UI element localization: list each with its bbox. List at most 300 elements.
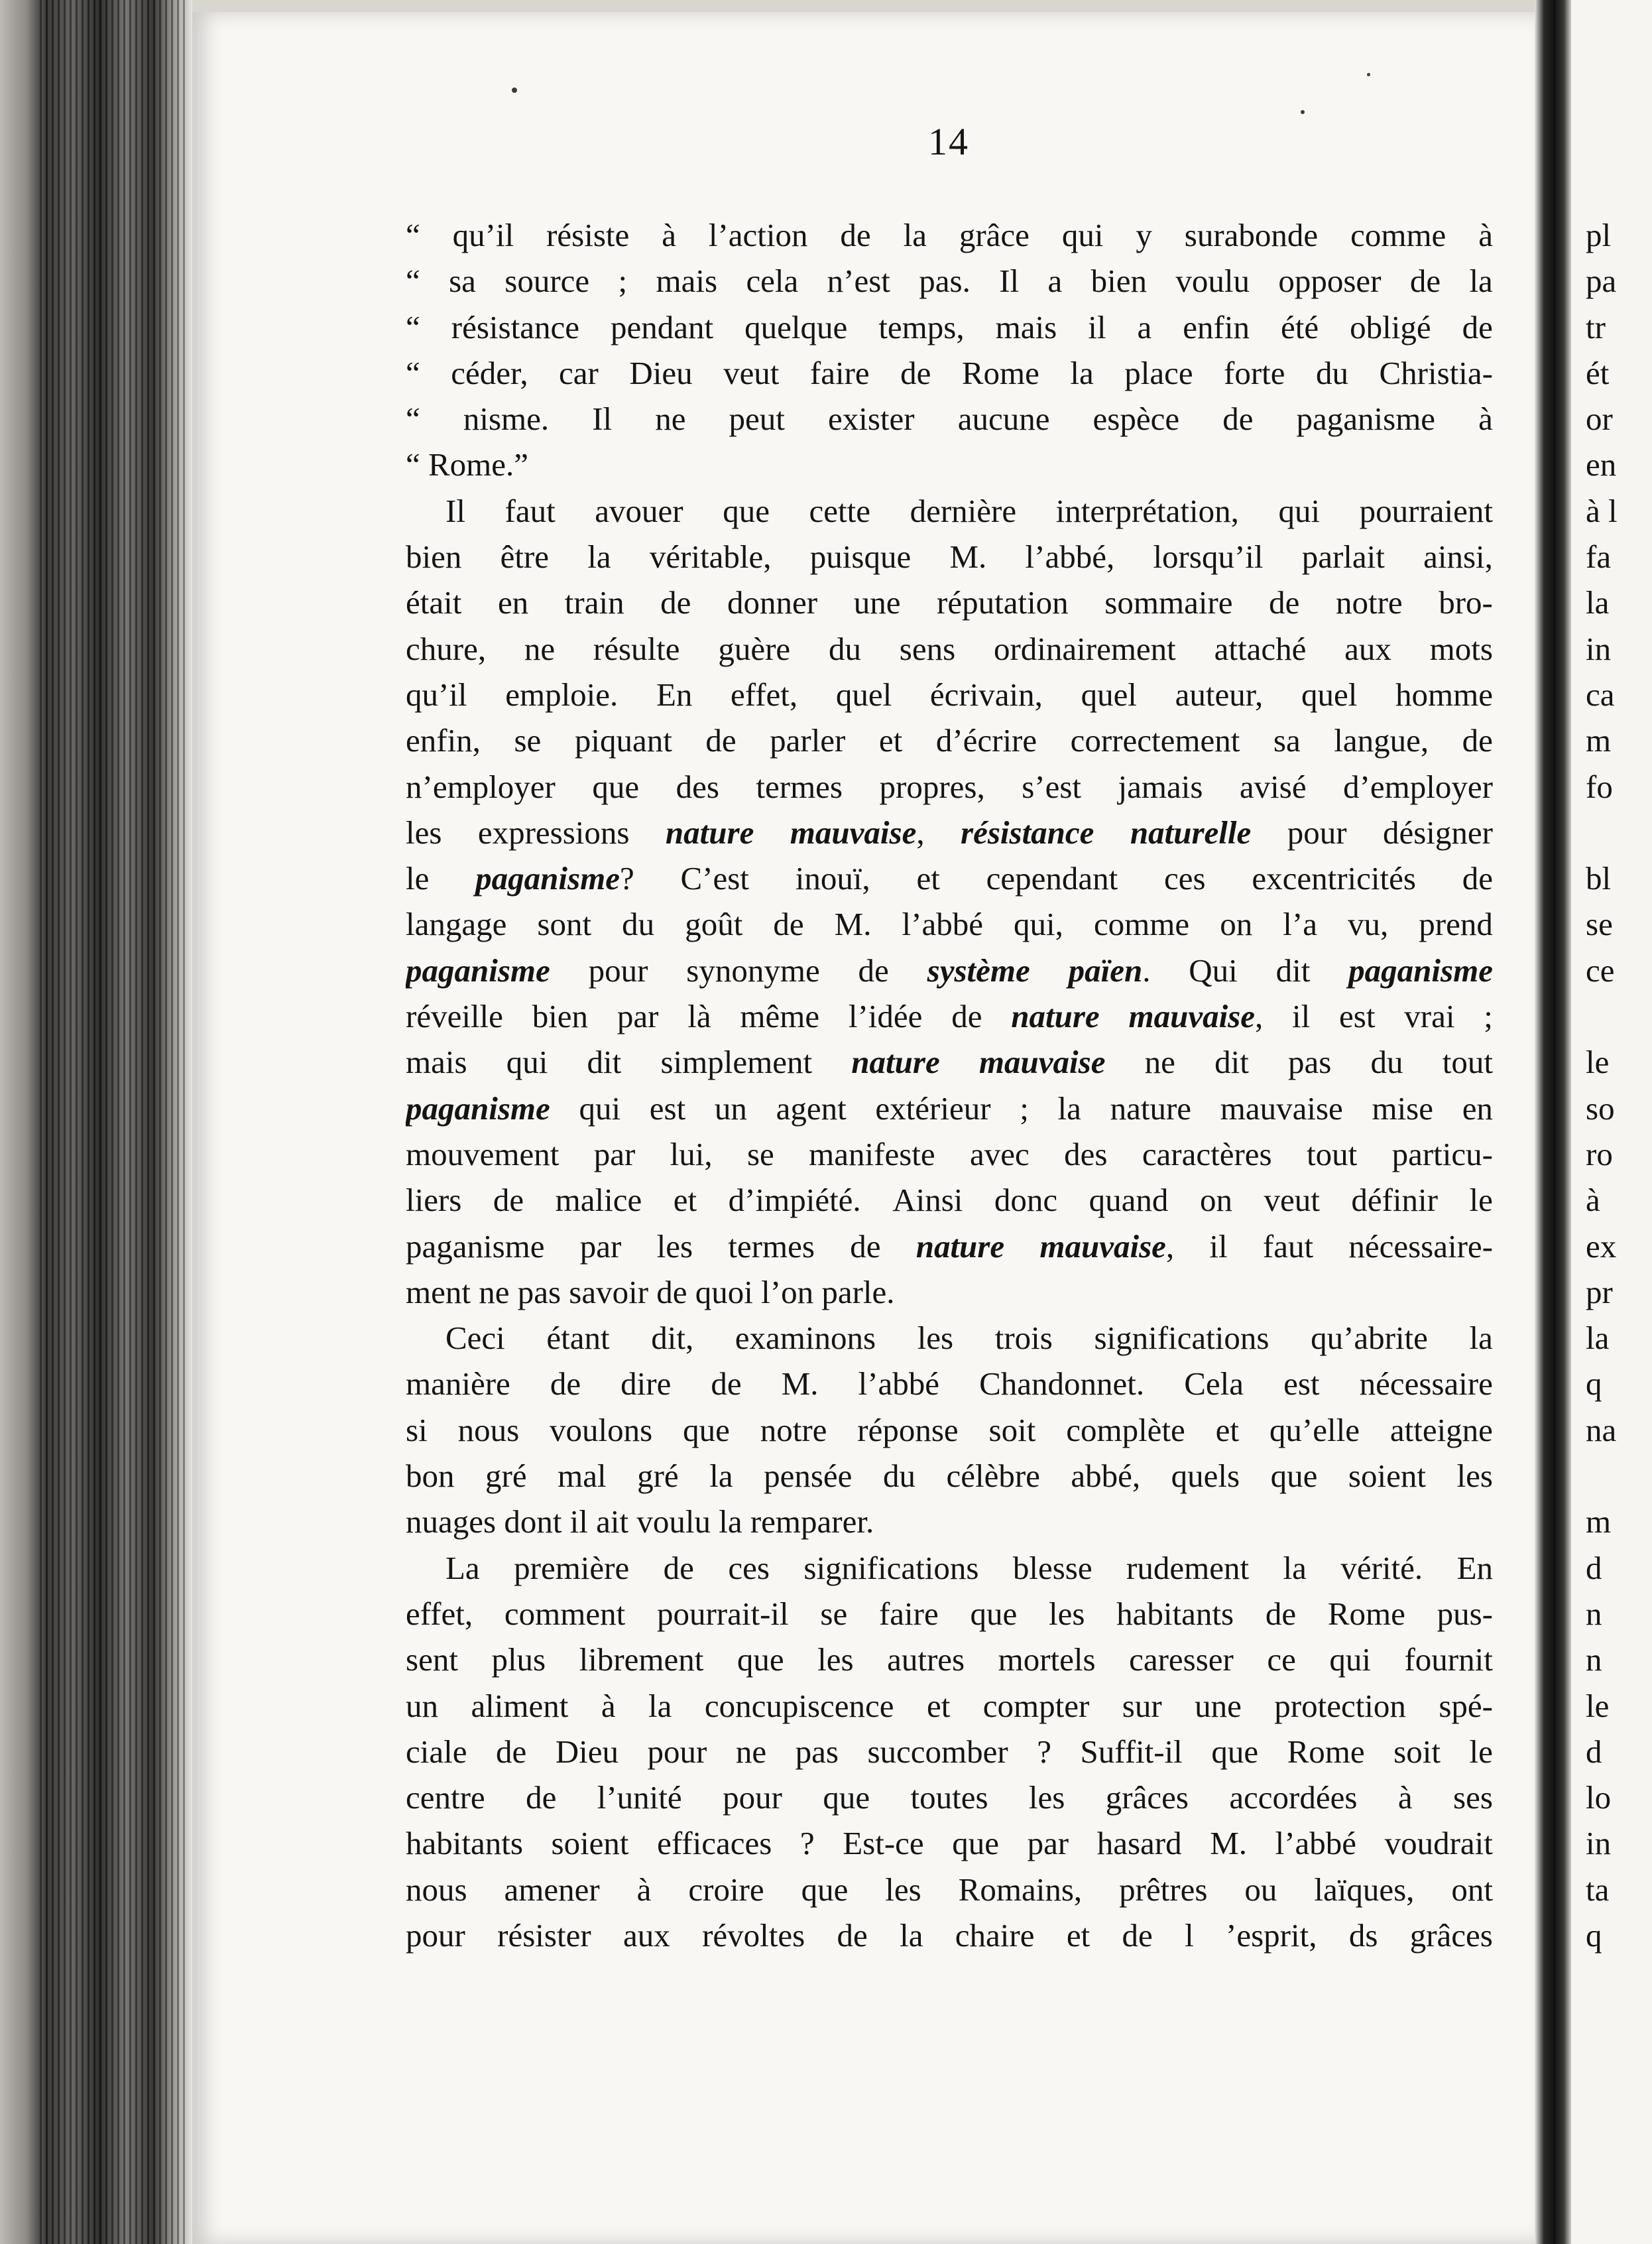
word (680, 855, 748, 901)
text-run: la (1469, 263, 1493, 300)
text-run: caresser (1129, 1641, 1234, 1678)
word (650, 534, 772, 580)
text-run: qu’il (406, 676, 467, 713)
text-run: termes (728, 1227, 815, 1265)
word (959, 212, 1030, 258)
text-run: quelque (744, 308, 848, 345)
word (878, 304, 964, 350)
word (592, 396, 612, 442)
word (927, 1683, 950, 1729)
word (1214, 1039, 1249, 1085)
word (506, 1039, 548, 1085)
text-line (406, 1912, 1493, 1958)
text-run: lui, (670, 1135, 713, 1172)
word (496, 1729, 526, 1775)
text-run: a (1047, 263, 1063, 300)
word (655, 396, 685, 442)
text-run: du (1316, 354, 1348, 391)
text-run: pas. (919, 263, 971, 300)
text-run: est (1339, 998, 1376, 1035)
word (1142, 1131, 1272, 1177)
text-run: mal (558, 1458, 607, 1495)
word (875, 1086, 990, 1131)
word (597, 1775, 682, 1820)
word (1269, 1407, 1360, 1453)
text-run: voudrait (1384, 1825, 1493, 1862)
text-run: les (656, 1227, 693, 1265)
word (1106, 1775, 1189, 1820)
word (979, 1039, 1106, 1085)
word (709, 1453, 733, 1499)
word (970, 1591, 1017, 1637)
word (1343, 764, 1493, 810)
text-run: que (801, 1871, 849, 1908)
text-run: car (559, 354, 599, 391)
text-run: excentricités (1252, 860, 1416, 897)
word (1185, 212, 1318, 258)
word (686, 948, 819, 993)
word (1350, 212, 1446, 258)
text-run: Suffit-il (1080, 1733, 1183, 1770)
word (979, 1361, 1144, 1406)
text-run: que (970, 1595, 1018, 1632)
word (1128, 993, 1263, 1039)
text-run: aux (622, 1916, 670, 1954)
word (406, 948, 550, 993)
word (1297, 396, 1436, 442)
text-run: grâces (1105, 1779, 1189, 1816)
text-run: du (622, 906, 655, 943)
right-page-fragment: tr (1586, 308, 1606, 345)
text-run: “ Rome.” (406, 446, 529, 483)
word (995, 1315, 1053, 1361)
word (961, 810, 1094, 855)
text-run: tout (1306, 1135, 1358, 1172)
text-run: de (496, 1733, 527, 1770)
text-line (406, 488, 1493, 534)
word (937, 580, 1069, 625)
text-run: ne (524, 630, 556, 667)
word (1070, 350, 1093, 396)
word (651, 1315, 693, 1361)
right-page-text-fragments (1586, 212, 1652, 1958)
text-line (406, 1820, 1493, 1866)
word (1220, 901, 1252, 947)
word (406, 304, 420, 350)
word (1200, 1177, 1232, 1223)
word (1229, 1775, 1357, 1820)
text-run: paganisme (1296, 401, 1436, 438)
text-run: grâce (959, 217, 1030, 253)
word (406, 672, 467, 717)
word (505, 488, 556, 534)
word (1307, 1131, 1357, 1177)
word (1469, 1729, 1492, 1775)
text-run: nisme. (463, 401, 550, 438)
text-run: résulte (593, 630, 680, 667)
page-edges (40, 0, 186, 2244)
word (619, 258, 628, 304)
right-page-fragment: m (1586, 1503, 1612, 1540)
text-run: caractères (1142, 1135, 1272, 1172)
word (1453, 1775, 1493, 1820)
word (1410, 1912, 1493, 1958)
text-run: attaché (1214, 630, 1307, 667)
word (958, 396, 1050, 442)
text-run: les (917, 1320, 954, 1357)
text-run: bon (406, 1458, 455, 1495)
right-page-fragment: pa (1586, 263, 1617, 300)
text-line (406, 442, 1493, 487)
word (858, 948, 889, 993)
text-run: ainsi, (1423, 538, 1493, 576)
text-run: de (711, 1365, 742, 1402)
text-run: de (1265, 1595, 1297, 1632)
word (1069, 948, 1151, 993)
word (820, 1591, 847, 1637)
text-run: les (817, 1641, 854, 1678)
text-line (406, 1086, 1493, 1131)
text-run: M. (834, 906, 872, 943)
word (782, 1361, 819, 1406)
word (406, 810, 442, 855)
text-run: . (1142, 952, 1151, 989)
word (709, 212, 808, 258)
word (989, 1407, 1036, 1453)
text-run: était (406, 584, 462, 621)
text-run: de (840, 217, 871, 253)
text-run: une (853, 584, 901, 621)
italic-term: paganisme (1348, 952, 1493, 989)
word (1348, 901, 1388, 947)
word (1067, 1912, 1090, 1958)
right-page-fragment: lo (1586, 1779, 1612, 1816)
word (406, 855, 429, 901)
word (916, 855, 939, 901)
word (445, 1315, 505, 1361)
word (1175, 672, 1264, 717)
word (1058, 1086, 1081, 1131)
text-line (406, 1039, 1493, 1085)
text-run: on (1220, 906, 1253, 943)
word (1398, 1775, 1413, 1820)
text-run: ou (1244, 1871, 1277, 1908)
book-gutter (1535, 0, 1571, 2244)
text-run: être (500, 538, 550, 576)
word (656, 258, 718, 304)
word (501, 534, 549, 580)
text-line (406, 626, 1493, 672)
text-run: que (1270, 1458, 1318, 1495)
text-run: laïques, (1314, 1871, 1415, 1908)
word (1439, 580, 1493, 625)
text-run: nature (1110, 1090, 1192, 1127)
word (1211, 1729, 1258, 1775)
word (970, 1131, 1030, 1177)
word (406, 1223, 545, 1269)
text-run: est (1283, 1365, 1320, 1402)
text-line (406, 304, 1493, 350)
text-run: vu, (1348, 906, 1389, 943)
word (1195, 1683, 1242, 1729)
text-run: faut (504, 492, 556, 529)
text-run: rudement (1126, 1549, 1250, 1586)
text-run: à (1478, 401, 1493, 438)
text-run: un (714, 1090, 747, 1127)
word (575, 717, 672, 763)
word (1164, 855, 1206, 901)
right-page-fragment: ro (1586, 1135, 1613, 1172)
text-run: par (579, 1227, 622, 1265)
text-run: chaire (955, 1916, 1035, 1954)
word (550, 1361, 581, 1406)
word (1351, 1177, 1438, 1223)
text-run: parlait (1301, 538, 1385, 576)
text-run: concupiscence (704, 1687, 894, 1724)
word (594, 1131, 636, 1177)
text-run: ; (1484, 998, 1493, 1035)
word (1022, 764, 1081, 810)
word (552, 1820, 629, 1866)
word (1336, 580, 1403, 625)
text-run: nécessaire- (1348, 1227, 1493, 1265)
text-run: de (1462, 722, 1493, 759)
word (1062, 212, 1104, 258)
text-run: ds (1348, 1916, 1378, 1954)
text-run: grâces (1409, 1916, 1493, 1954)
text-run: effet, (731, 676, 798, 713)
text-run: pour (1287, 814, 1347, 851)
right-page-fragment: na (1586, 1411, 1617, 1448)
text-run: nécessaire (1359, 1365, 1493, 1402)
word (589, 948, 648, 993)
text-run: les (406, 814, 442, 851)
text-run: blesse (1012, 1549, 1092, 1586)
word (910, 1775, 988, 1820)
word (1392, 1131, 1493, 1177)
right-page-fragment: ce (1586, 952, 1615, 989)
word (998, 1637, 1096, 1682)
text-run: l’abbé (858, 1365, 940, 1402)
right-page-fragment: pl (1586, 217, 1612, 253)
text-run: de (1462, 308, 1493, 345)
word (1124, 350, 1193, 396)
text-run: ? (799, 1825, 815, 1862)
text-run: cela (746, 263, 799, 300)
text-run: ce (1267, 1641, 1296, 1678)
text-run: prend (1419, 906, 1493, 943)
text-run: n’employer (406, 768, 556, 805)
italic-term: résistance (961, 814, 1094, 851)
text-run: l’action (708, 217, 808, 253)
word (770, 717, 845, 763)
text-run: réputation (937, 584, 1069, 621)
word (546, 1315, 609, 1361)
word (836, 672, 892, 717)
text-run: place (1124, 354, 1193, 391)
text-run: examinons (735, 1320, 876, 1357)
word (1462, 717, 1493, 763)
text-run: particu- (1391, 1135, 1493, 1172)
word (657, 1223, 693, 1269)
word (1287, 810, 1347, 855)
text-run: habitants (1116, 1595, 1234, 1632)
word (458, 1407, 520, 1453)
text-run: définir (1351, 1182, 1438, 1219)
word (1037, 1729, 1051, 1775)
word (1039, 1223, 1174, 1269)
text-run: , (916, 814, 925, 851)
right-page-fragment: ca (1586, 676, 1615, 713)
word (800, 1820, 815, 1866)
text-run: étant (546, 1320, 610, 1357)
word (1278, 488, 1320, 534)
word (406, 1177, 461, 1223)
text-run: ? (619, 860, 634, 897)
word (994, 626, 1176, 672)
text-run: qui, (1014, 906, 1063, 943)
word (1089, 1177, 1169, 1223)
word (1220, 1086, 1343, 1131)
text-run: interprétation, (1055, 492, 1239, 529)
text-run: Rome (1327, 1595, 1405, 1632)
text-run: guère (718, 630, 791, 667)
text-run: que (1211, 1733, 1259, 1770)
text-run: ciale (406, 1733, 467, 1770)
text-run: Est-ce (843, 1825, 924, 1862)
text-run: de (1122, 1916, 1153, 1954)
italic-term: mauvaise (978, 1044, 1106, 1081)
text-run: donner (727, 584, 818, 621)
word (728, 1223, 815, 1269)
right-page-fragment: fo (1586, 768, 1613, 805)
text-run: la (1057, 1090, 1081, 1127)
text-run: “ (406, 263, 420, 300)
text-run: gré (485, 1458, 527, 1495)
word (1266, 1591, 1296, 1637)
text-run: l’abbé, (1025, 538, 1115, 576)
text-run: voulons (550, 1411, 653, 1448)
word (463, 396, 549, 442)
right-page-fragment: bl (1586, 860, 1612, 897)
word (796, 855, 870, 901)
word (809, 1131, 935, 1177)
right-page-fragment: à (1586, 1182, 1600, 1219)
word (1437, 1591, 1493, 1637)
text-run: parler (770, 722, 846, 759)
text-run: bien (532, 998, 589, 1035)
word (406, 1086, 550, 1131)
italic-term: mauvaise (1128, 998, 1255, 1035)
text-run: qui (1278, 492, 1321, 529)
text-run: par (593, 1135, 636, 1172)
text-run: qui (1061, 217, 1104, 253)
word (1469, 1177, 1492, 1223)
word (1348, 948, 1493, 993)
text-run: il (1292, 998, 1311, 1035)
text-run: sa (449, 263, 476, 300)
word (1278, 258, 1381, 304)
text-run: croire (688, 1871, 764, 1908)
word (705, 717, 736, 763)
word (1283, 1545, 1307, 1591)
text-run: pour (723, 1779, 782, 1816)
word (735, 1315, 876, 1361)
right-page-fragment: le (1586, 1687, 1610, 1724)
text-run: ces (1164, 860, 1206, 897)
text-run: véritable, (649, 538, 772, 576)
word (900, 350, 931, 396)
italic-term: païen (1068, 952, 1143, 989)
word (592, 764, 639, 810)
word (790, 810, 925, 855)
text-run: qu’elle (1269, 1411, 1360, 1448)
text-run: de (1269, 584, 1300, 621)
text-run: de (493, 1182, 524, 1219)
word (406, 1820, 523, 1866)
word (1071, 1453, 1140, 1499)
word (1430, 626, 1493, 672)
text-run: en (1462, 1090, 1493, 1127)
text-run: Ainsi (892, 1182, 963, 1219)
word (1360, 1361, 1493, 1406)
text-run: hasard (1096, 1825, 1182, 1862)
text-run: , (1165, 1227, 1175, 1265)
word (880, 764, 985, 810)
word (406, 1039, 467, 1085)
text-run: aucune (957, 401, 1050, 438)
italic-term: nature (851, 1044, 940, 1081)
italic-term: paganisme (406, 952, 550, 989)
word (1423, 534, 1493, 580)
word (1137, 304, 1151, 350)
text-run: en (497, 584, 529, 621)
word (1372, 1086, 1433, 1131)
right-page-fragment: m (1586, 722, 1612, 759)
word (532, 993, 588, 1039)
text-run: espèce (1092, 401, 1180, 438)
word (453, 212, 514, 258)
word (526, 1775, 556, 1820)
word (685, 901, 742, 947)
word (858, 1361, 939, 1406)
text-run: inouï, (795, 860, 870, 897)
word (702, 1912, 805, 1958)
text-run: nous (457, 1411, 520, 1448)
text-run: que (683, 1411, 730, 1448)
text-run: résistance (451, 308, 579, 345)
text-run: désigner (1382, 814, 1493, 851)
word (840, 212, 870, 258)
word (723, 488, 770, 534)
text-line (406, 212, 1493, 258)
word (1385, 1820, 1493, 1866)
text-run: M. (781, 1365, 819, 1402)
text-run: obligé (1350, 308, 1431, 345)
text-run: M. (949, 538, 987, 576)
text-run: expressions (477, 814, 630, 851)
text-run: compter (982, 1687, 1090, 1724)
word (851, 1039, 939, 1085)
word (879, 1591, 939, 1637)
text-line (406, 901, 1493, 947)
text-run: peut (729, 401, 785, 438)
right-page-fragment (1586, 993, 1652, 1039)
text-run: manifeste (809, 1135, 935, 1172)
text-run: sont (537, 906, 592, 943)
word (656, 672, 692, 717)
text-run: M. (1210, 1825, 1248, 1862)
